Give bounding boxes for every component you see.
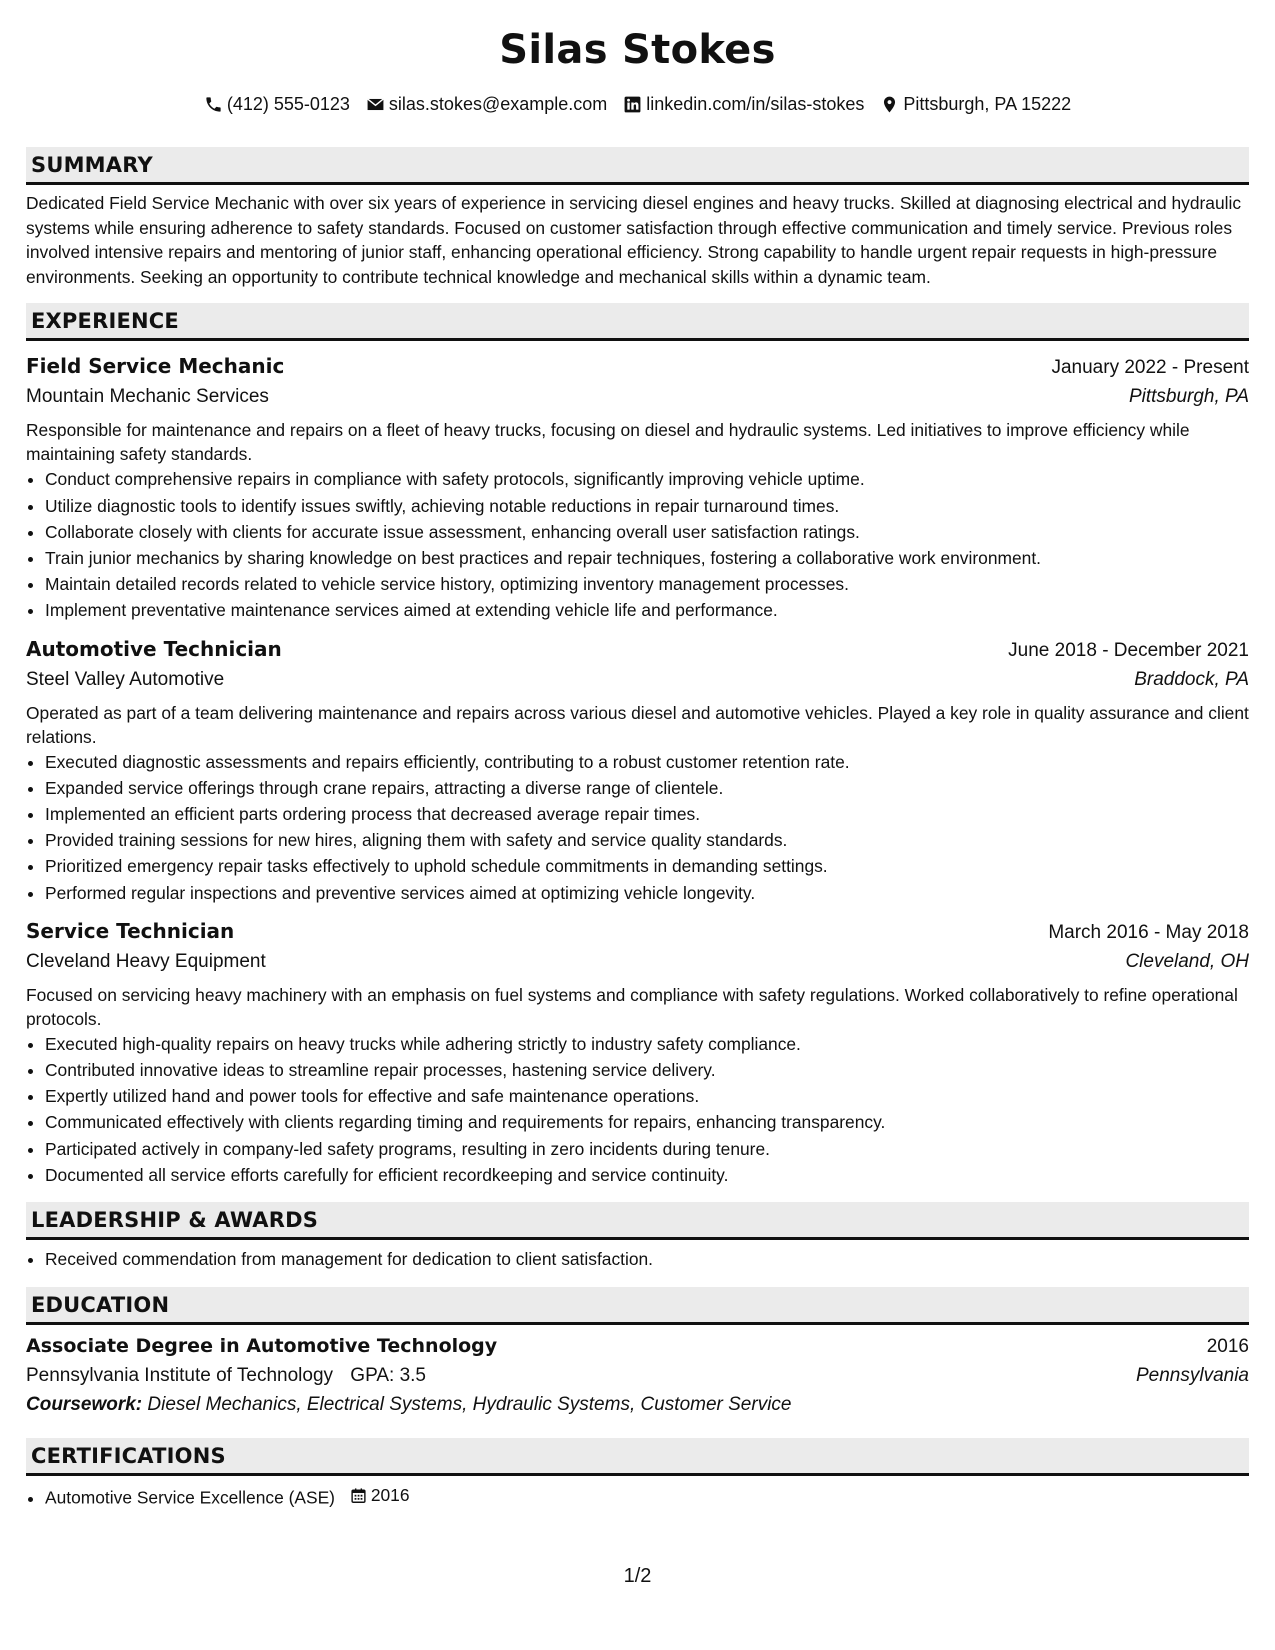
job-location: Pittsburgh, PA	[1128, 386, 1249, 408]
list-item: • Performed regular inspections and preventive services aimed at optimizing vehicle longevity.	[45, 880, 1249, 906]
job-description: Focused on servicing heavy machinery with an emphasis on fuel systems and compliance with safety regulations. Worked collaboratively to refine operational protocols.	[26, 984, 1238, 1029]
page-number: 1/2	[623, 1565, 652, 1587]
list-item: • Documented all service efforts carefully for efficient recordkeeping and service continuity.	[45, 1162, 1249, 1188]
linkedin-icon	[623, 95, 642, 114]
summary-text: Dedicated Field Service Mechanic with over six years of experience in servicing diesel engines and heavy trucks. Skilled at diagnosing electrical and hydraulic systems while ensuring adherence to safety standards. Focused on customer satisfaction through effective communication and timely service. Previous roles involved intensive repairs and mentoring of junior staff, enhancing operational efficiency. Strong capability to handle urgent repair requests in high-pressure environments. Seeking an opportunity to contribute technical knowledge and mechanical skills within a dynamic team.	[26, 193, 1242, 287]
contact-phone	[204, 92, 350, 116]
envelope-icon	[366, 95, 385, 114]
school-location: Pennsylvania	[1135, 1365, 1249, 1387]
phone-text: (412) 555-0123	[226, 94, 350, 114]
list-item: • Implemented an efficient parts ordering process that decreased average repair times.	[45, 801, 1249, 827]
job-location: Cleveland, OH	[1125, 950, 1249, 972]
certification-name: Automotive Service Excellence (ASE)	[45, 1487, 335, 1508]
degree-year: 2016	[1206, 1336, 1249, 1358]
list-item: • Executed high-quality repairs on heavy trucks while adhering strictly to industry safety compliance.	[45, 1031, 1249, 1057]
list-item: • Provided training sessions for new hires, aligning them with safety and service quality standards.	[45, 827, 1249, 853]
list-item: • Collaborate closely with clients for accurate issue assessment, enhancing overall user satisfaction ratings.	[45, 519, 1249, 545]
job-entry	[26, 916, 1249, 1188]
list-item	[45, 1482, 1249, 1511]
phone-icon	[204, 95, 223, 114]
list-item: • Participated actively in company-led safety programs, resulting in zero incidents during tenure.	[45, 1136, 1249, 1162]
job-description: Responsible for maintenance and repairs on a fleet of heavy trucks, focusing on diesel and hydraulic systems. Led initiatives to improve efficiency while maintaining safety standards.	[26, 420, 1190, 465]
list-item: • Utilize diagnostic tools to identify issues swiftly, achieving notable reductions in repair turnaround times.	[45, 493, 1249, 519]
list-item: • Received commendation from management for dedication to client satisfaction.	[45, 1246, 1249, 1272]
certification-list	[26, 1482, 1249, 1511]
job-title: Field Service Mechanic	[26, 354, 285, 379]
job-description: Operated as part of a team delivering maintenance and repairs across various diesel and automotive vehicles. Played a key role in quality assurance and client relations.	[26, 702, 1249, 747]
school-line	[26, 1361, 426, 1390]
degree-title: Associate Degree in Automotive Technology	[26, 1335, 498, 1358]
coursework-line	[26, 1390, 1249, 1419]
contact-bar	[26, 92, 1249, 116]
job-company: Steel Valley Automotive	[26, 668, 225, 690]
education-heading: EDUCATION	[26, 1287, 1249, 1325]
contact-location	[880, 92, 1071, 116]
leadership-heading: LEADERSHIP & AWARDS	[26, 1202, 1249, 1240]
school-name: Pennsylvania Institute of Technology	[26, 1365, 334, 1387]
job-bullets	[26, 749, 1249, 906]
job-bullets	[26, 1031, 1249, 1188]
certification-year: 2016	[370, 1485, 410, 1506]
map-pin-icon	[880, 95, 899, 114]
job-company: Cleveland Heavy Equipment	[26, 950, 266, 972]
job-location: Braddock, PA	[1134, 668, 1249, 690]
list-item: • Expanded service offerings through crane repairs, attracting a diverse range of clientele.	[45, 775, 1249, 801]
education-entry	[26, 1332, 1249, 1419]
candidate-name: Silas Stokes	[499, 27, 776, 73]
coursework-list: Diesel Mechanics, Electrical Systems, Hydraulic Systems, Customer Service	[147, 1394, 792, 1416]
contact-email[interactable]	[366, 92, 607, 116]
list-item: • Train junior mechanics by sharing knowledge on best practices and repair techniques, fostering a collaborative work environment.	[45, 545, 1249, 571]
job-bullets	[26, 466, 1249, 623]
job-company: Mountain Mechanic Services	[26, 386, 269, 408]
leadership-bullets	[26, 1246, 1249, 1272]
email-text: silas.stokes@example.com	[388, 94, 608, 114]
job-dates: January 2022 - Present	[1051, 357, 1249, 379]
list-item: • Expertly utilized hand and power tools for effective and safe maintenance operations.	[45, 1083, 1249, 1109]
certification-date	[350, 1482, 410, 1508]
contact-linkedin[interactable]	[623, 92, 864, 116]
calendar-icon	[350, 1487, 367, 1504]
list-item: • Prioritized emergency repair tasks effectively to uphold schedule commitments in demanding settings.	[45, 853, 1249, 879]
location-text: Pittsburgh, PA 15222	[903, 94, 1072, 114]
certifications-heading: CERTIFICATIONS	[26, 1438, 1249, 1476]
job-dates: March 2016 - May 2018	[1048, 921, 1249, 943]
list-item: • Communicated effectively with clients regarding timing and requirements for repairs, enhancing transparency.	[45, 1109, 1249, 1135]
job-title: Automotive Technician	[26, 636, 282, 661]
list-item: • Conduct comprehensive repairs in compliance with safety protocols, significantly improving vehicle uptime.	[45, 466, 1249, 492]
experience-heading: EXPERIENCE	[26, 303, 1249, 341]
list-item: • Contributed innovative ideas to streamline repair processes, hastening service delivery.	[45, 1057, 1249, 1083]
gpa: GPA: 3.5	[350, 1365, 426, 1387]
list-item: • Maintain detailed records related to vehicle service history, optimizing inventory management processes.	[45, 571, 1249, 597]
job-title: Service Technician	[26, 918, 235, 943]
job-dates: June 2018 - December 2021	[1008, 639, 1249, 661]
summary-heading: SUMMARY	[26, 147, 1249, 185]
resume-page	[26, 0, 1249, 1511]
list-item: • Implement preventative maintenance services aimed at extending vehicle life and performance.	[45, 597, 1249, 623]
linkedin-text: linkedin.com/in/silas-stokes	[646, 94, 865, 114]
job-entry	[26, 351, 1249, 623]
list-item: • Executed diagnostic assessments and repairs efficiently, contributing to a robust customer retention rate.	[45, 749, 1249, 775]
coursework-label: Coursework:	[26, 1394, 143, 1416]
job-entry	[26, 634, 1249, 906]
